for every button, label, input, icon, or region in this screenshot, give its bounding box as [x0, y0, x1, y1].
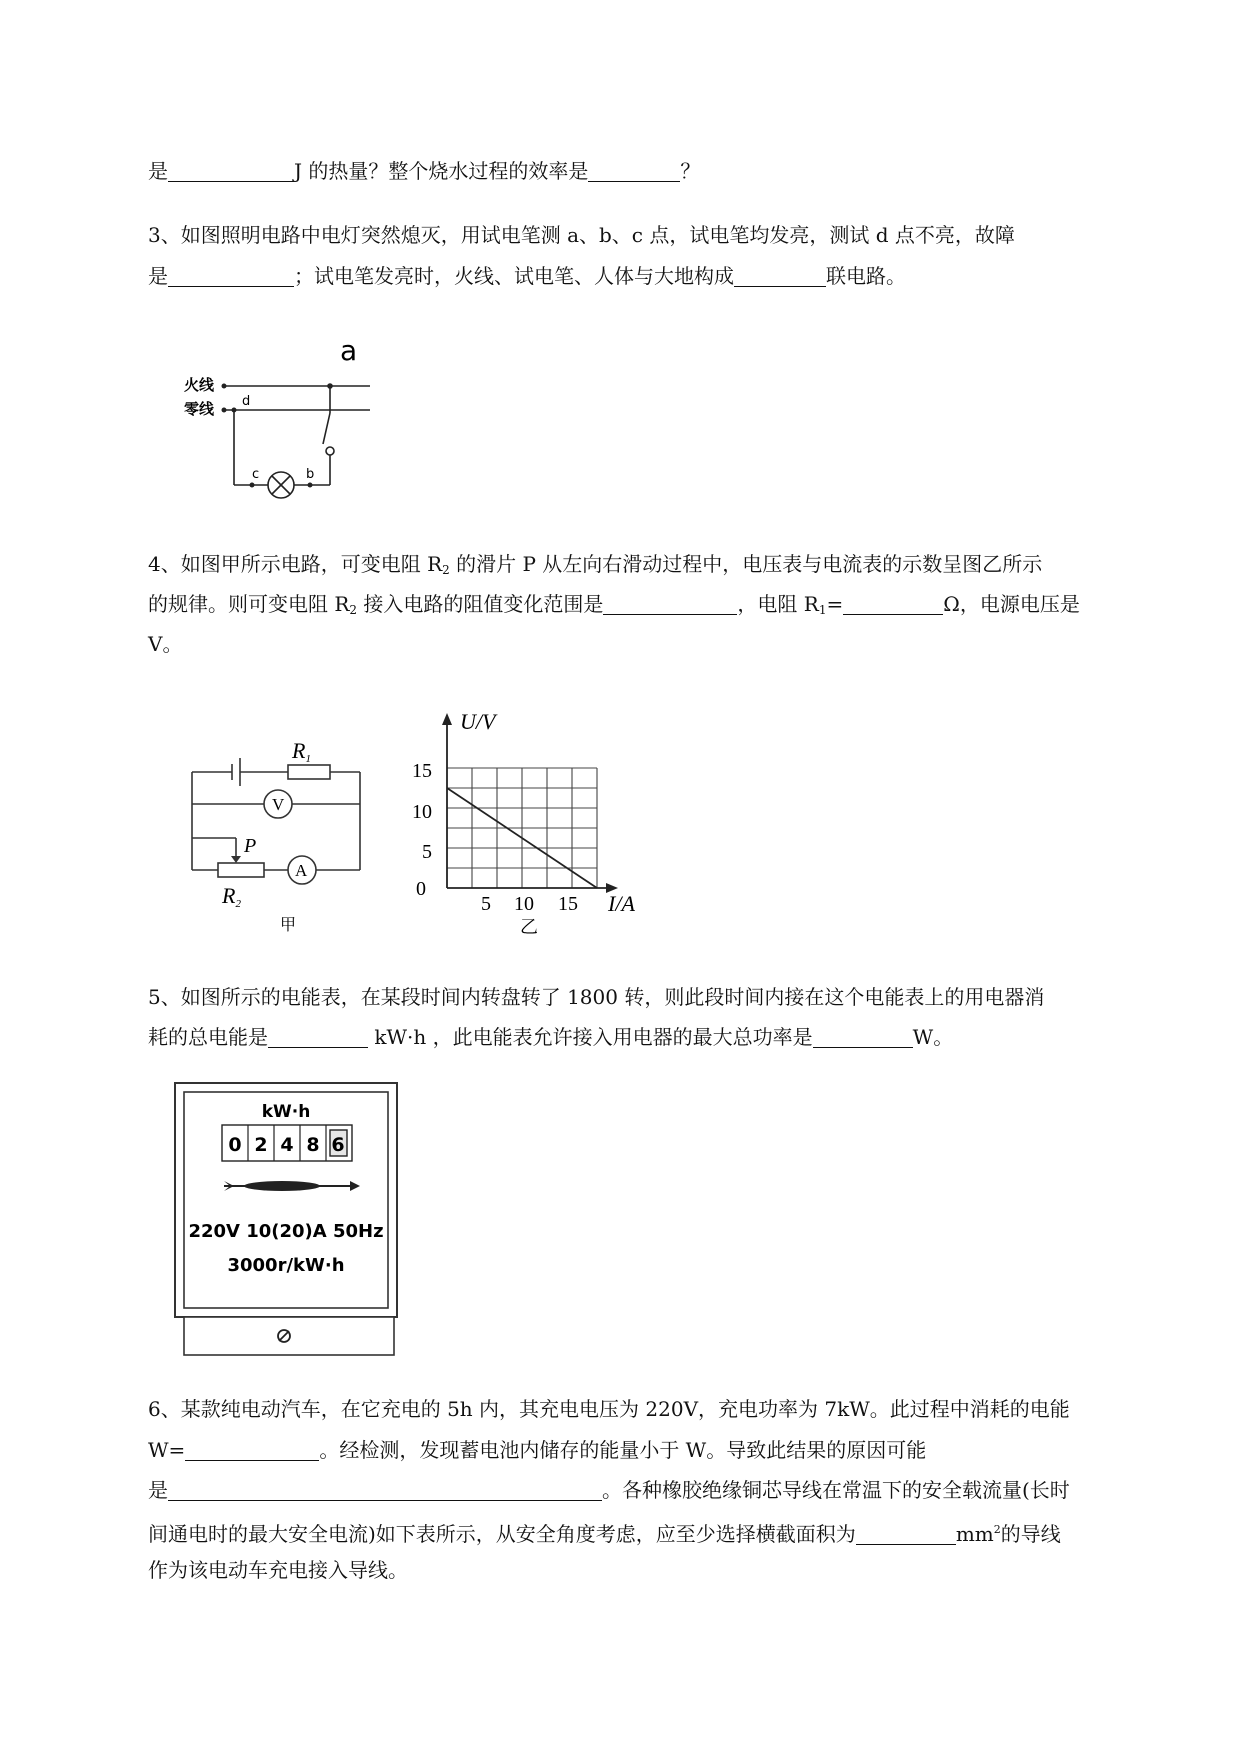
- ammeter-label: A: [295, 861, 308, 880]
- q4-line-1: [148, 550, 1042, 584]
- answer-blank[interactable]: [603, 594, 737, 615]
- point-d-label: d: [242, 394, 251, 409]
- q6-text-b: 。经检测，发现蓄电池内储存的能量小于 W。导致此结果的原因可能: [319, 1438, 927, 1462]
- x-tick-10: 10: [514, 893, 534, 915]
- meter-unit: kW·h: [261, 1102, 311, 1122]
- q6-text-g: 的导线: [1000, 1522, 1061, 1546]
- meter-digit: 0: [228, 1134, 242, 1156]
- q6-text-d: 。各种橡胶绝缘铜芯导线在常温下的安全载流量(长时: [602, 1478, 1070, 1502]
- q2-text-c: ？: [680, 159, 701, 183]
- y-tick-10: 10: [412, 801, 432, 823]
- q3-text-c: 联电路。: [826, 264, 906, 288]
- q4-text-d: 接入电路的阻值变化范围是: [357, 592, 604, 616]
- q6-line-1: 6、某款纯电动汽车，在它充电的 5h 内，其充电电压为 220V，充电功率为 7kW。此过程中消耗的电能: [148, 1397, 1070, 1421]
- q4-text-b: 的滑片 P 从左向右滑动过程中，电压表与电流表的示数呈图乙所示: [449, 552, 1043, 576]
- y-tick-15: 15: [412, 760, 432, 782]
- q6-sup: 2: [993, 1523, 1001, 1536]
- q3-line-1: 3、如图照明电路中电灯突然熄灭，用试电笔测 a、b、c 点，试电笔均发亮，测试 d 点不亮，故障: [148, 223, 1015, 247]
- answer-blank[interactable]: [856, 1524, 956, 1545]
- meter-digit-display: [222, 1125, 352, 1161]
- q6-text-e: 间通电时的最大安全电流)如下表所示，从安全角度考虑，应至少选择横截面积为: [148, 1522, 856, 1546]
- q2-text-b: J 的热量？整个烧水过程的效率是: [294, 159, 589, 183]
- q2-text-a: 是: [148, 159, 168, 183]
- q4-text-g: Ω，电源电压是: [943, 592, 1080, 616]
- q4-sub: 1: [818, 603, 827, 617]
- q4-sub: 2: [349, 603, 358, 617]
- q3-text-b: ；试电笔发亮时，火线、试电笔、人体与大地构成: [294, 264, 734, 288]
- point-b-label: b: [306, 467, 315, 482]
- q5-line-2: [148, 1023, 953, 1051]
- circuit-diagram-a: [180, 720, 380, 935]
- electricity-meter: [172, 1080, 404, 1360]
- answer-blank[interactable]: [168, 161, 294, 182]
- q6-line-5: 作为该电动车充电接入导线。: [148, 1558, 408, 1582]
- lighting-circuit-diagram: [180, 330, 380, 500]
- meter-digit: 8: [306, 1134, 320, 1156]
- q3-text-a: 是: [148, 264, 168, 288]
- q6-text-c: 是: [148, 1478, 168, 1502]
- graph-grid: [447, 768, 597, 888]
- point-a-label: a: [340, 334, 358, 367]
- q4-text-a: 4、如图甲所示电路，可变电阻 R: [148, 552, 443, 576]
- x-tick-15: 15: [558, 893, 578, 915]
- meter-spec-rating: 220V 10(20)A 50Hz: [188, 1221, 384, 1242]
- y-tick-0: 0: [416, 878, 426, 900]
- q3-line-2: [148, 262, 906, 290]
- answer-blank[interactable]: [734, 266, 826, 287]
- answer-blank[interactable]: [588, 161, 680, 182]
- neutral-wire-label: 零线: [184, 400, 215, 418]
- q4-text-c: 的规律。则可变电阻 R: [148, 592, 350, 616]
- meter-digit: 2: [254, 1134, 268, 1156]
- q6-line-2: [148, 1436, 926, 1464]
- answer-blank[interactable]: [268, 1027, 368, 1048]
- answer-blank[interactable]: [168, 266, 294, 287]
- q4-line-2: [148, 590, 1080, 624]
- meter-digit: 6: [331, 1134, 345, 1156]
- x-axis-label: I/A: [608, 891, 635, 916]
- figure-a-caption: 甲: [280, 917, 297, 934]
- q4-line-3: V。: [148, 632, 183, 656]
- q4-sub: 2: [442, 563, 450, 577]
- answer-blank[interactable]: [843, 594, 943, 615]
- q6-text-f: mm: [955, 1522, 994, 1546]
- point-c-label: c: [252, 467, 260, 482]
- q5-text-b: kW·h ，此电能表允许接入用电器的最大总功率是: [368, 1025, 813, 1049]
- live-wire-label: 火线: [184, 376, 215, 394]
- q2-line: [148, 157, 700, 185]
- ui-graph: [410, 705, 660, 940]
- q4-text-f: =: [826, 592, 844, 616]
- slider-p-label: P: [244, 835, 257, 857]
- r1-label: R1: [292, 738, 311, 765]
- q5-text-c: W。: [912, 1025, 954, 1049]
- figure-b-caption: 乙: [520, 917, 538, 937]
- q6-text-a: W=: [148, 1438, 186, 1462]
- y-axis-label: U/V: [460, 709, 496, 734]
- y-tick-5: 5: [422, 841, 432, 863]
- meter-digit: 4: [280, 1134, 294, 1156]
- answer-blank[interactable]: [813, 1027, 913, 1048]
- meter-spec-constant: 3000r/kW·h: [227, 1255, 345, 1276]
- q5-line-1: 5、如图所示的电能表，在某段时间内转盘转了 1800 转，则此段时间内接在这个电能表上的用电器消: [148, 985, 1045, 1009]
- x-tick-5: 5: [481, 893, 491, 915]
- q6-line-3: [148, 1476, 1070, 1504]
- answer-blank[interactable]: [185, 1440, 319, 1461]
- q4-text-e: ，电阻 R: [737, 592, 819, 616]
- q5-text-a: 耗的总电能是: [148, 1025, 268, 1049]
- answer-blank[interactable]: [168, 1480, 602, 1501]
- q6-line-4: [148, 1516, 1061, 1548]
- voltmeter-label: V: [272, 795, 285, 814]
- r2-label: R2: [222, 883, 241, 910]
